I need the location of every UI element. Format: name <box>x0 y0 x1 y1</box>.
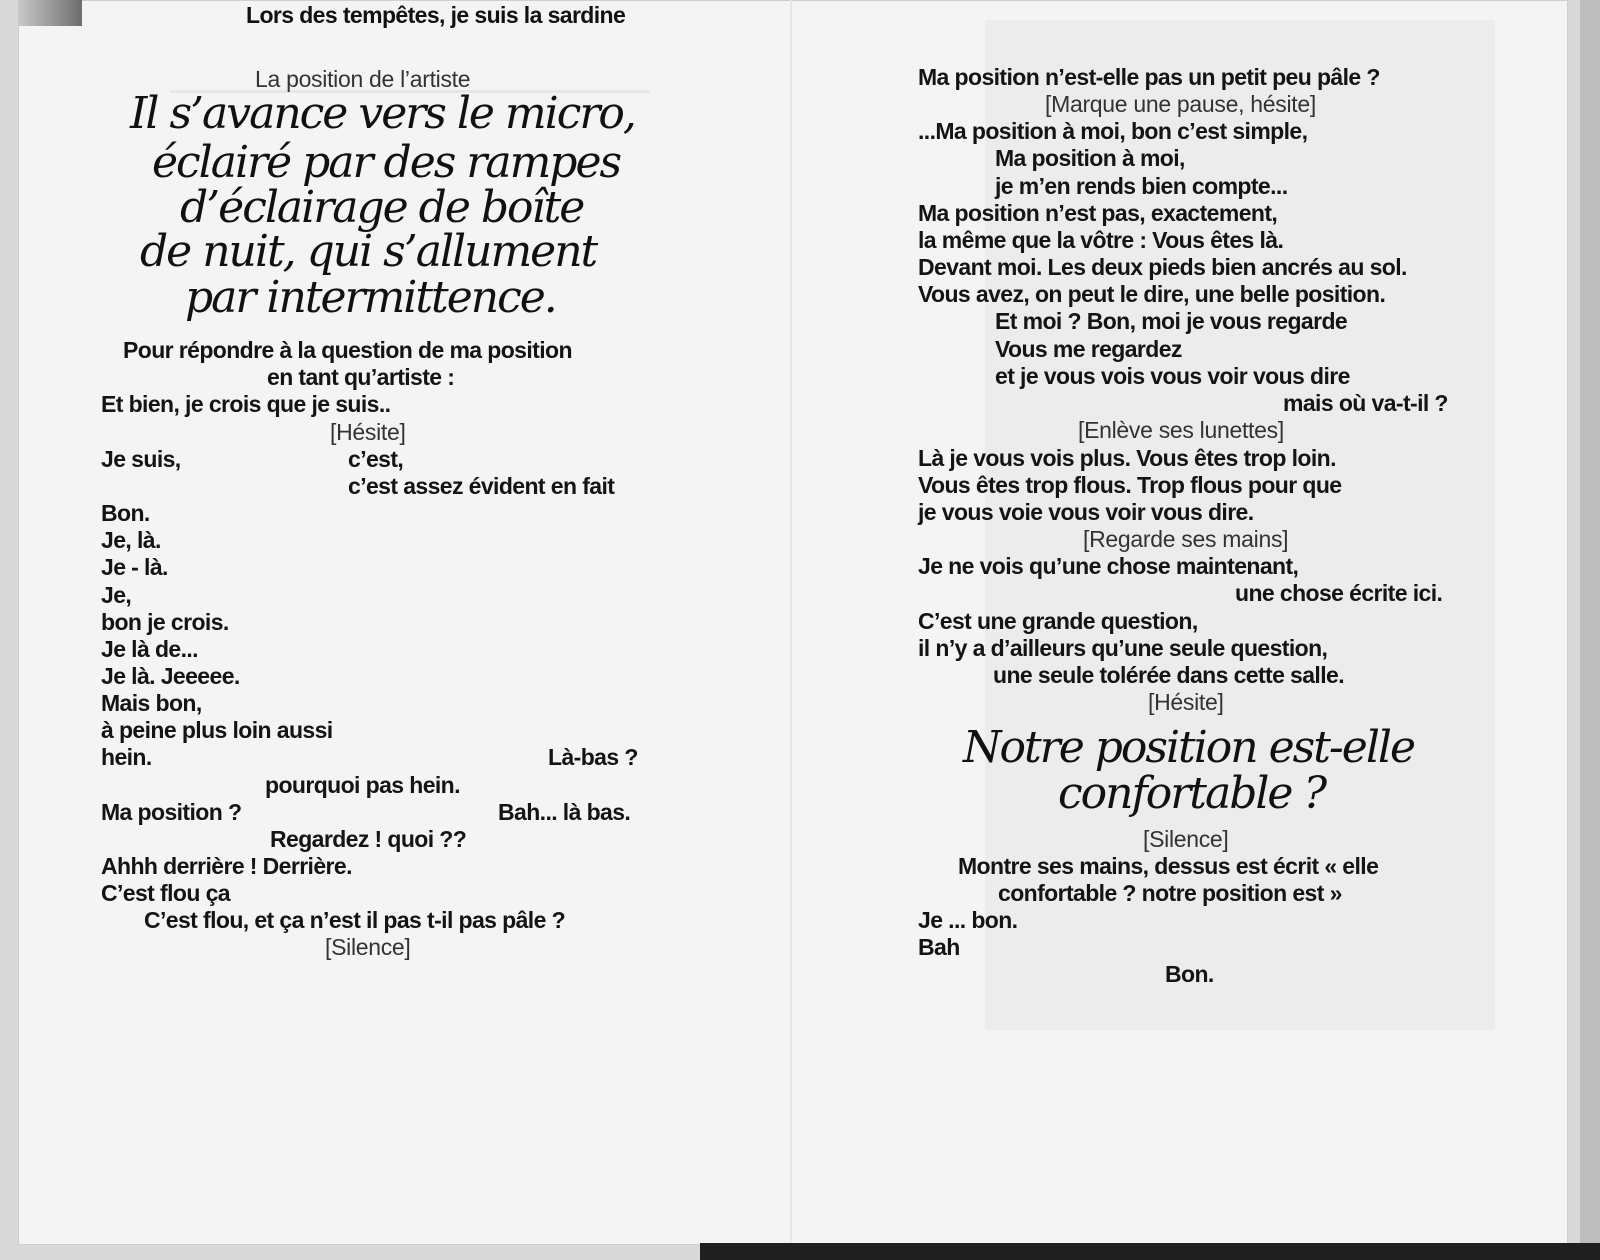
text-line: une chose écrite ici. <box>1235 580 1443 606</box>
text-line: et je vous vois vous voir vous dire <box>995 363 1350 389</box>
book-gutter <box>790 0 792 1245</box>
text-line: Je suis, <box>101 446 181 472</box>
intro-line: éclairé par des rampes <box>152 137 621 188</box>
scan-bottom-edge <box>700 1243 1600 1260</box>
text-line: pourquoi pas hein. <box>265 772 460 798</box>
text-line: C’est flou, et ça n’est il pas t-il pas pâle ? <box>144 907 566 933</box>
stage-direction: [Hésite] <box>330 419 406 445</box>
right-page <box>918 0 1505 1245</box>
question-line: Notre position est-elle <box>963 722 1414 773</box>
text-line: Vous me regardez <box>995 336 1182 362</box>
left-page <box>100 0 680 1245</box>
question-line: confortable ? <box>1058 768 1326 819</box>
text-line: Ahhh derrière ! Derrière. <box>101 853 352 879</box>
stage-direction: [Regarde ses mains] <box>1083 526 1289 552</box>
text-line: Ma position n’est pas, exactement, <box>918 200 1278 226</box>
text-line: Bon. <box>1165 961 1214 987</box>
page-corner-shadow <box>18 0 82 26</box>
text-line: ...Ma position à moi, bon c’est simple, <box>918 118 1308 144</box>
text-line: Je là. Jeeeee. <box>101 663 240 689</box>
text-line: Regardez ! quoi ?? <box>270 826 467 852</box>
text-line: Montre ses mains, dessus est écrit « elle <box>958 853 1379 879</box>
text-line: Ma position n’est-elle pas un petit peu pâle ? <box>918 64 1380 90</box>
text-line: Ma position à moi, <box>995 145 1185 171</box>
text-line: Et moi ? Bon, moi je vous regarde <box>995 308 1348 334</box>
text-line: Là-bas ? <box>548 744 638 770</box>
text-line: mais où va-t-il ? <box>1283 390 1448 416</box>
intro-line: Il s’avance vers le micro, <box>130 88 635 139</box>
intro-line: de nuit, qui s’allument <box>140 226 597 277</box>
text-line: Je, là. <box>101 527 161 553</box>
text-line: à peine plus loin aussi <box>101 717 333 743</box>
page-stack-edge <box>1580 0 1600 1260</box>
text-line: il n’y a d’ailleurs qu’une seule question, <box>918 635 1328 661</box>
stage-direction: [Enlève ses lunettes] <box>1078 417 1284 443</box>
text-line: Vous êtes trop flous. Trop flous pour que <box>918 472 1342 498</box>
text-line: Bon. <box>101 500 150 526</box>
stage-direction: [Silence] <box>325 934 411 960</box>
text-line: hein. <box>101 744 152 770</box>
text-line: Mais bon, <box>101 690 202 716</box>
text-line: Bah <box>918 934 960 960</box>
text-line: Je là de... <box>101 636 198 662</box>
text-line: Et bien, je crois que je suis.. <box>101 391 391 417</box>
text-line: Pour répondre à la question de ma position <box>123 337 572 363</box>
text-line: Vous avez, on peut le dire, une belle position. <box>918 281 1386 307</box>
text-line: c’est, <box>348 446 404 472</box>
text-line: c’est assez évident en fait <box>348 473 615 499</box>
text-line: Je, <box>101 582 132 608</box>
text-line: je vous voie vous voir vous dire. <box>918 499 1254 525</box>
text-line: confortable ? notre position est » <box>998 880 1342 906</box>
text-line: C’est flou ça <box>101 880 230 906</box>
intro-line: d’éclairage de boîte <box>180 182 584 233</box>
text-line: je m’en rends bien compte... <box>995 173 1288 199</box>
text-line: C’est une grande question, <box>918 608 1198 634</box>
page-kicker: La position de l’artiste <box>255 66 471 92</box>
stage-direction: [Hésite] <box>1148 689 1224 715</box>
top-cut-line: Lors des tempêtes, je suis la sardine <box>246 2 626 28</box>
text-line: Ma position ? <box>101 799 242 825</box>
text-line: bon je crois. <box>101 609 229 635</box>
text-line: Devant moi. Les deux pieds bien ancrés au sol. <box>918 254 1407 280</box>
text-line: Là je vous vois plus. Vous êtes trop loin. <box>918 445 1336 471</box>
stage-direction: [Marque une pause, hésite] <box>1045 91 1316 117</box>
text-line: en tant qu’artiste : <box>267 364 455 390</box>
intro-line: par intermittence. <box>185 272 556 323</box>
text-line: Je ne vois qu’une chose maintenant, <box>918 553 1299 579</box>
text-line: Je ... bon. <box>918 907 1018 933</box>
text-line: Je - là. <box>101 554 168 580</box>
text-line: Bah... là bas. <box>498 799 631 825</box>
stage-direction: [Silence] <box>1143 826 1229 852</box>
text-line: la même que la vôtre : Vous êtes là. <box>918 227 1284 253</box>
text-line: une seule tolérée dans cette salle. <box>993 662 1344 688</box>
